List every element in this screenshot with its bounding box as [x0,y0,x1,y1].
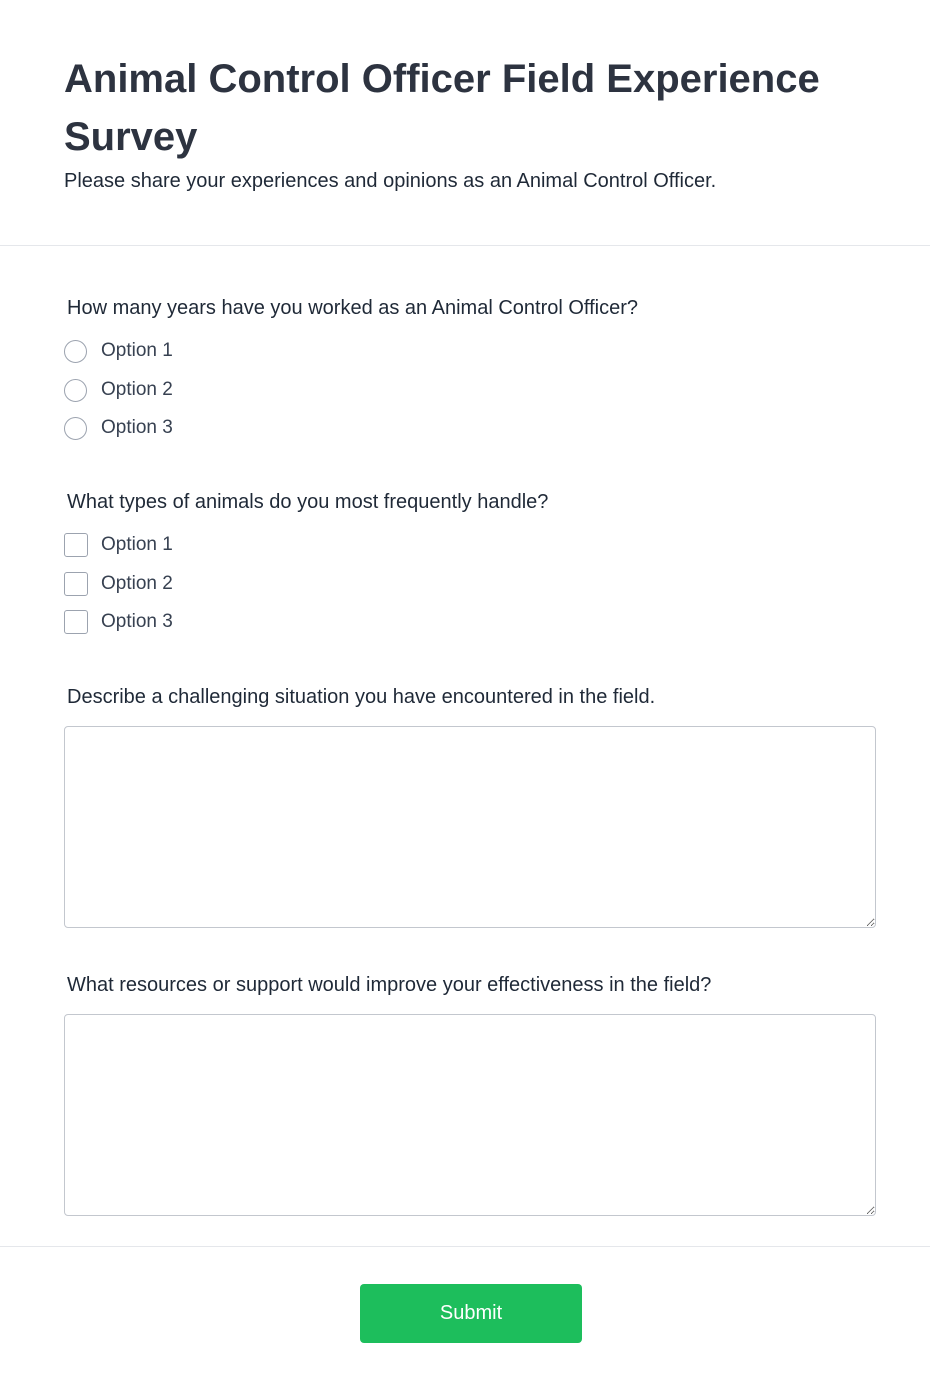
years-option-1[interactable] [64,338,173,364]
option-label: Option 2 [101,379,173,400]
resources-textarea[interactable] [64,1014,876,1216]
animals-option-1[interactable] [64,532,173,558]
checkbox[interactable] [64,533,88,557]
question-animals-label: What types of animals do you most frequently handle? [67,491,549,513]
question-challenge-label: Describe a challenging situation you have encountered in the field. [67,686,656,708]
radio-button[interactable] [64,417,87,440]
radio-button[interactable] [64,340,87,363]
option-label: Option 1 [101,534,173,555]
checkbox[interactable] [64,572,88,596]
years-option-3[interactable] [64,415,173,441]
option-label: Option 3 [101,417,173,438]
survey-footer [0,1246,930,1394]
animals-option-2[interactable] [64,571,173,597]
submit-button[interactable]: Submit [360,1284,582,1343]
challenge-textarea[interactable] [64,726,876,928]
option-label: Option 3 [101,611,173,632]
question-years-label: How many years have you worked as an Animal Control Officer? [67,297,639,319]
survey-header [0,0,930,246]
page-title: Animal Control Officer Field Experience Survey [64,57,820,159]
years-option-2[interactable] [64,377,173,403]
animals-option-3[interactable] [64,609,173,635]
checkbox[interactable] [64,610,88,634]
page-subtitle: Please share your experiences and opinions as an Animal Control Officer. [64,170,717,192]
option-label: Option 1 [101,340,173,361]
radio-button[interactable] [64,379,87,402]
question-resources-label: What resources or support would improve your effectiveness in the field? [67,974,712,996]
option-label: Option 2 [101,573,173,594]
